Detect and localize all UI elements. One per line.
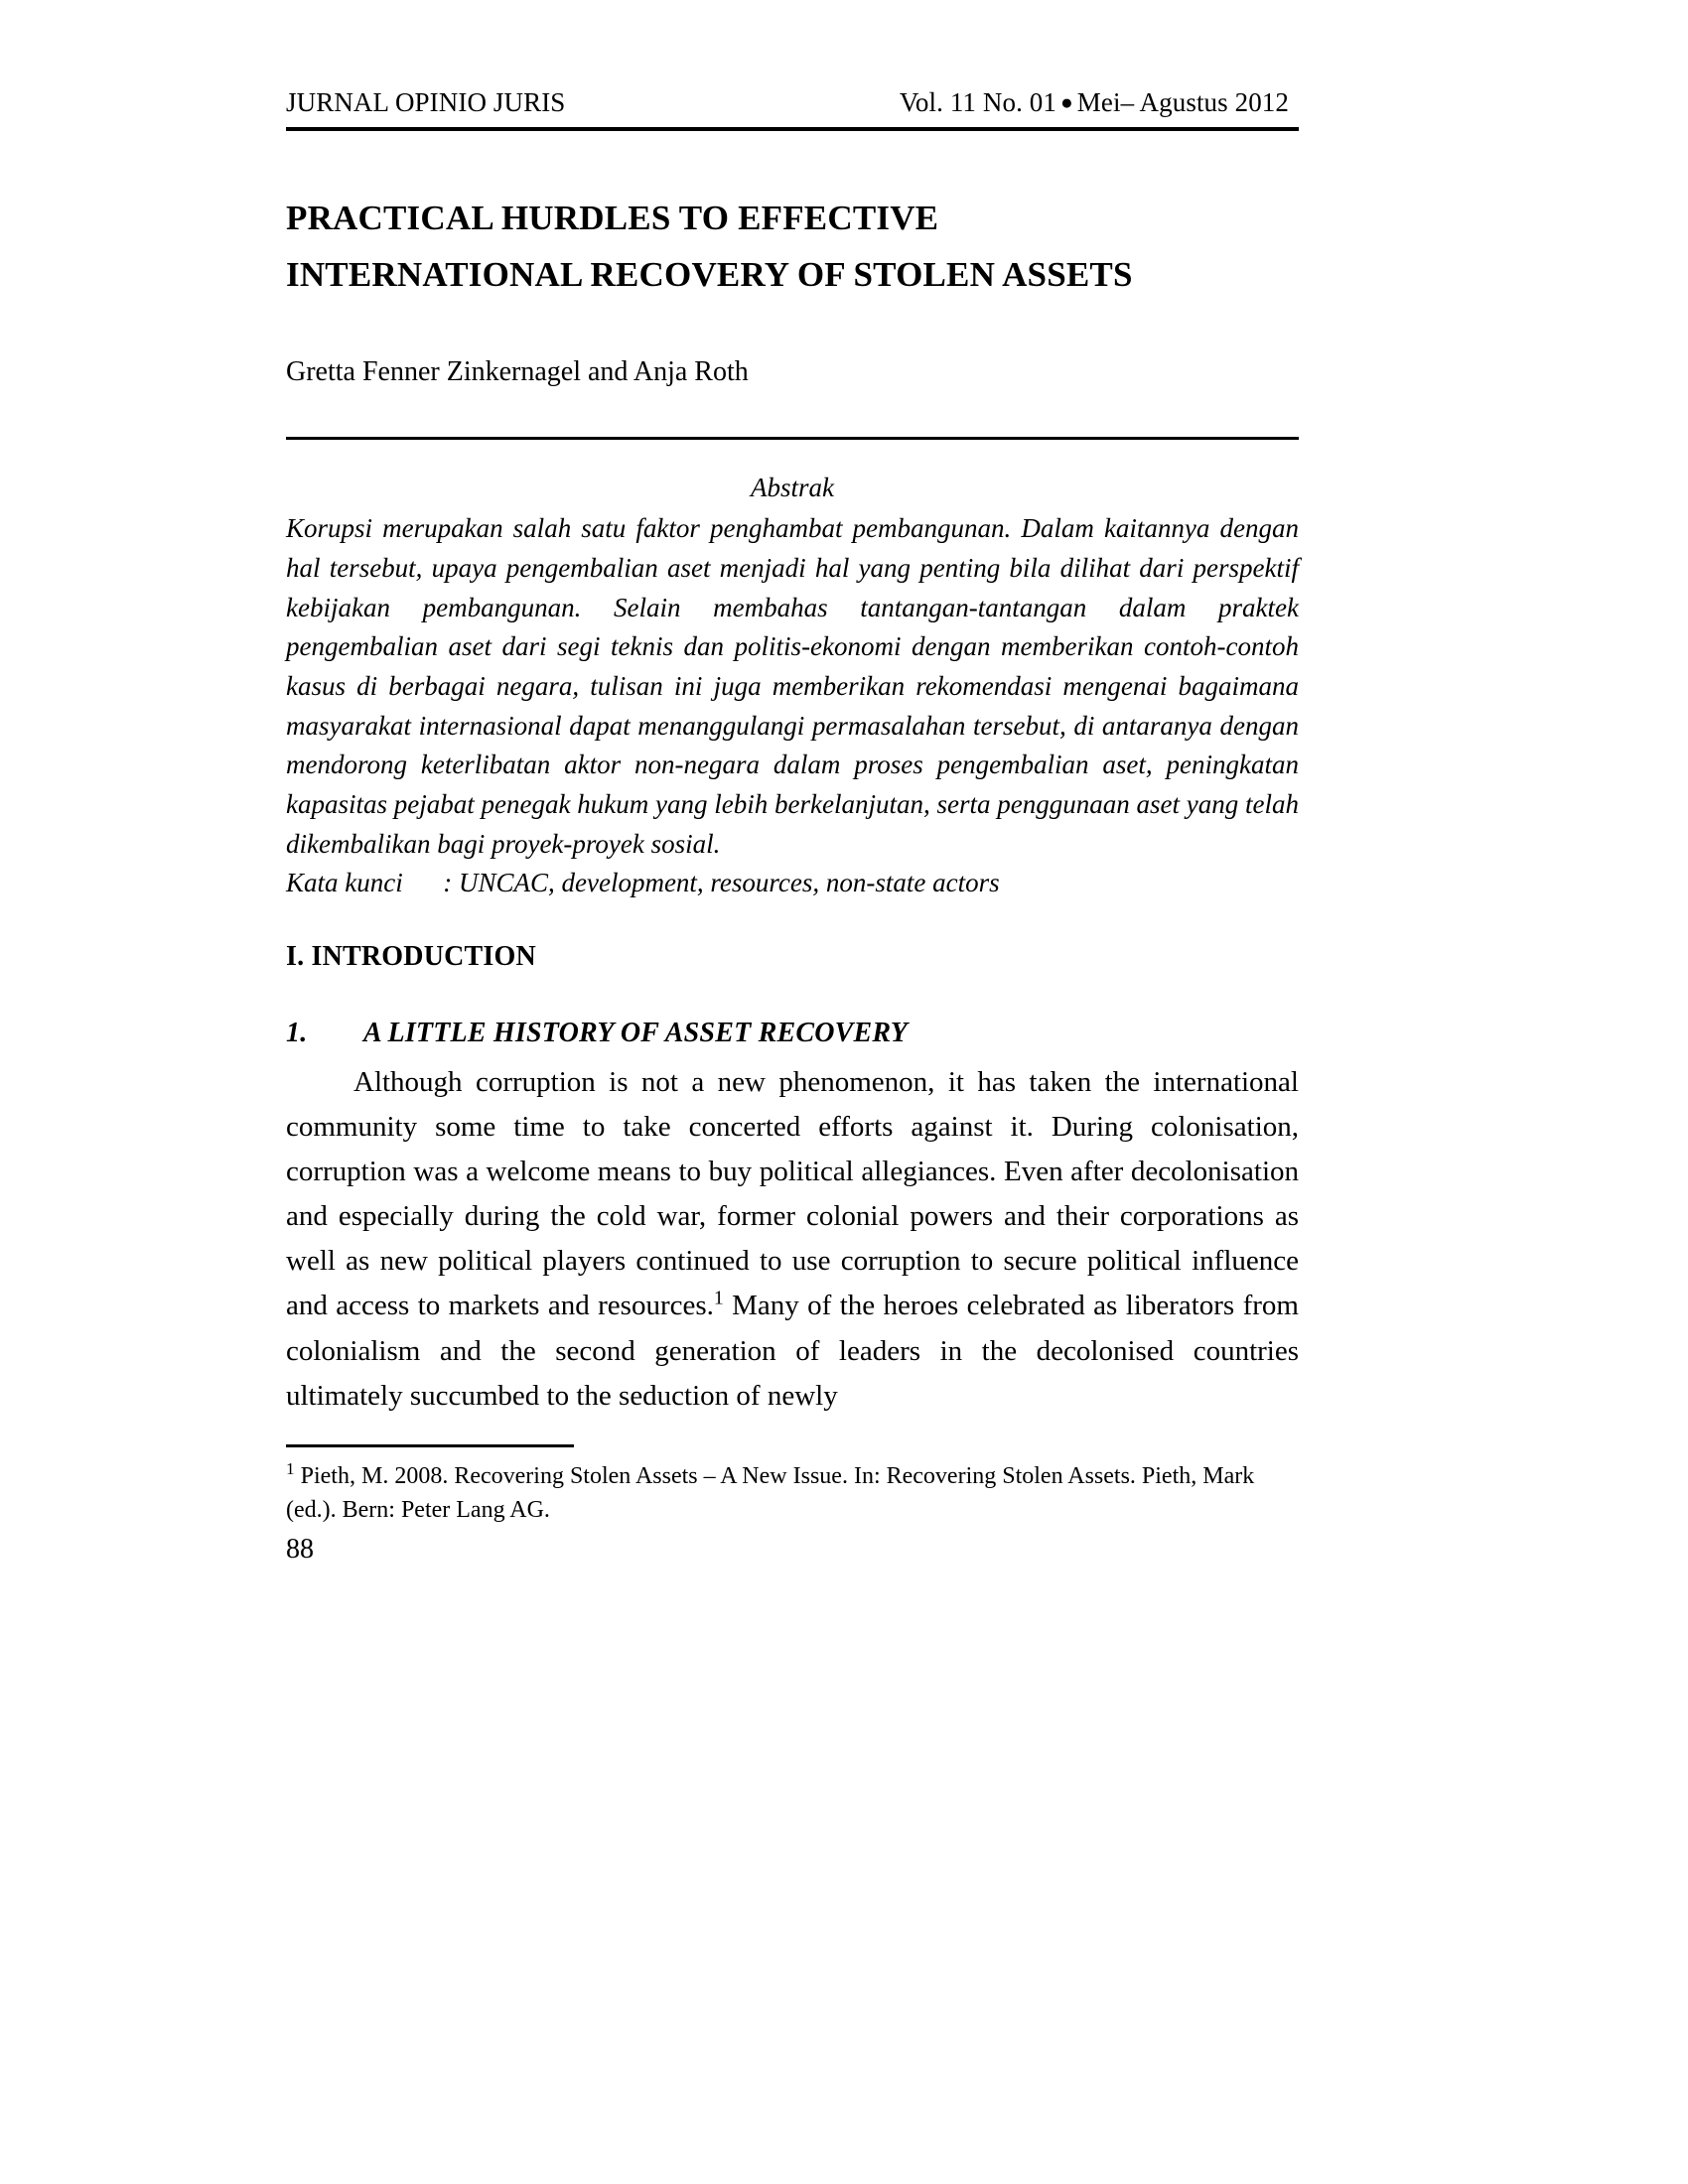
body-text-part-1: Although corruption is not a new phenomenon, it has taken the international community some time to take concerted efforts against it. During colonisation, corruption was a welcome means to buy political allegiances. Even after decolonisation and especially during the cold war, former colonial powers and their corporations as well as new political players continued to use corruption to secure political influence and access to markets and resources. <box>286 1066 1299 1322</box>
subsection-title: A LITTLE HISTORY OF ASSET RECOVERY <box>363 1018 909 1048</box>
body-text-part-2: Many of the heroes celebrated as liberators from colonialism and the second generation of leaders in the decolonised countries ultimately succumbed to the seduction of newly <box>286 1290 1299 1412</box>
section-heading-introduction: I. INTRODUCTION <box>286 941 536 972</box>
volume-issue: Vol. 11 No. 01 <box>899 87 1056 117</box>
title-line-2: INTERNATIONAL RECOVERY OF STOLEN ASSETS <box>286 254 1133 294</box>
subsection-number: 1. <box>286 1018 308 1048</box>
footnote-number: 1 <box>286 1459 295 1478</box>
bullet-separator-icon: ● <box>1059 90 1073 114</box>
author-list: Gretta Fenner Zinkernagel and Anja Roth <box>286 356 749 387</box>
page-title <box>286 191 1309 303</box>
body-paragraph <box>286 1060 1299 1419</box>
abstract-body: Korupsi merupakan salah satu faktor penghambat pembangunan. Dalam kaitannya dengan hal tersebut, upaya pengembalian aset menjadi hal yang penting bila dilihat dari perspektif kebijakan pembangunan. Selain membahas tantangan-tantangan dalam praktek pengembalian aset dari segi teknis dan politis-ekonomi dengan memberikan contoh-contoh kasus di berbagai negara, tulisan ini juga memberikan rekomendasi mengenai bagaimana masyarakat internasional dapat menanggulangi permasalahan tersebut, di antaranya dengan mendorong keterlibatan aktor non-negara dalam proses pengembalian aset, peningkatan kapasitas pejabat penegak hukum yang lebih berkelanjutan, serta penggunaan aset yang telah dikembalikan bagi proyek-proyek sosial. <box>286 513 1299 859</box>
footnote-divider <box>286 1444 574 1447</box>
running-head <box>286 87 1299 118</box>
page-number: 88 <box>286 1534 314 1565</box>
subsection-heading-history <box>286 1018 1299 1049</box>
journal-name: JURNAL OPINIO JURIS <box>286 87 566 117</box>
title-line-1: PRACTICAL HURDLES TO EFFECTIVE <box>286 199 939 237</box>
abstract-heading: Abstrak <box>751 473 834 502</box>
issue-period: Mei– Agustus 2012 <box>1076 87 1289 117</box>
footnote-reference-1[interactable]: 1 <box>713 1287 724 1309</box>
abstract-section <box>286 469 1299 903</box>
author-divider <box>286 437 1299 440</box>
volume-issue-date <box>900 87 1299 118</box>
footnote-entry <box>286 1459 1299 1527</box>
keywords-line: Kata kunci : UNCAC, development, resources, non-state actors <box>286 868 1000 898</box>
header-divider <box>286 127 1299 131</box>
footnote-text: Pieth, M. 2008. Recovering Stolen Assets – A New Issue. In: Recovering Stolen Assets. Pieth, Mark (ed.). Bern: Peter Lang AG. <box>286 1463 1255 1524</box>
